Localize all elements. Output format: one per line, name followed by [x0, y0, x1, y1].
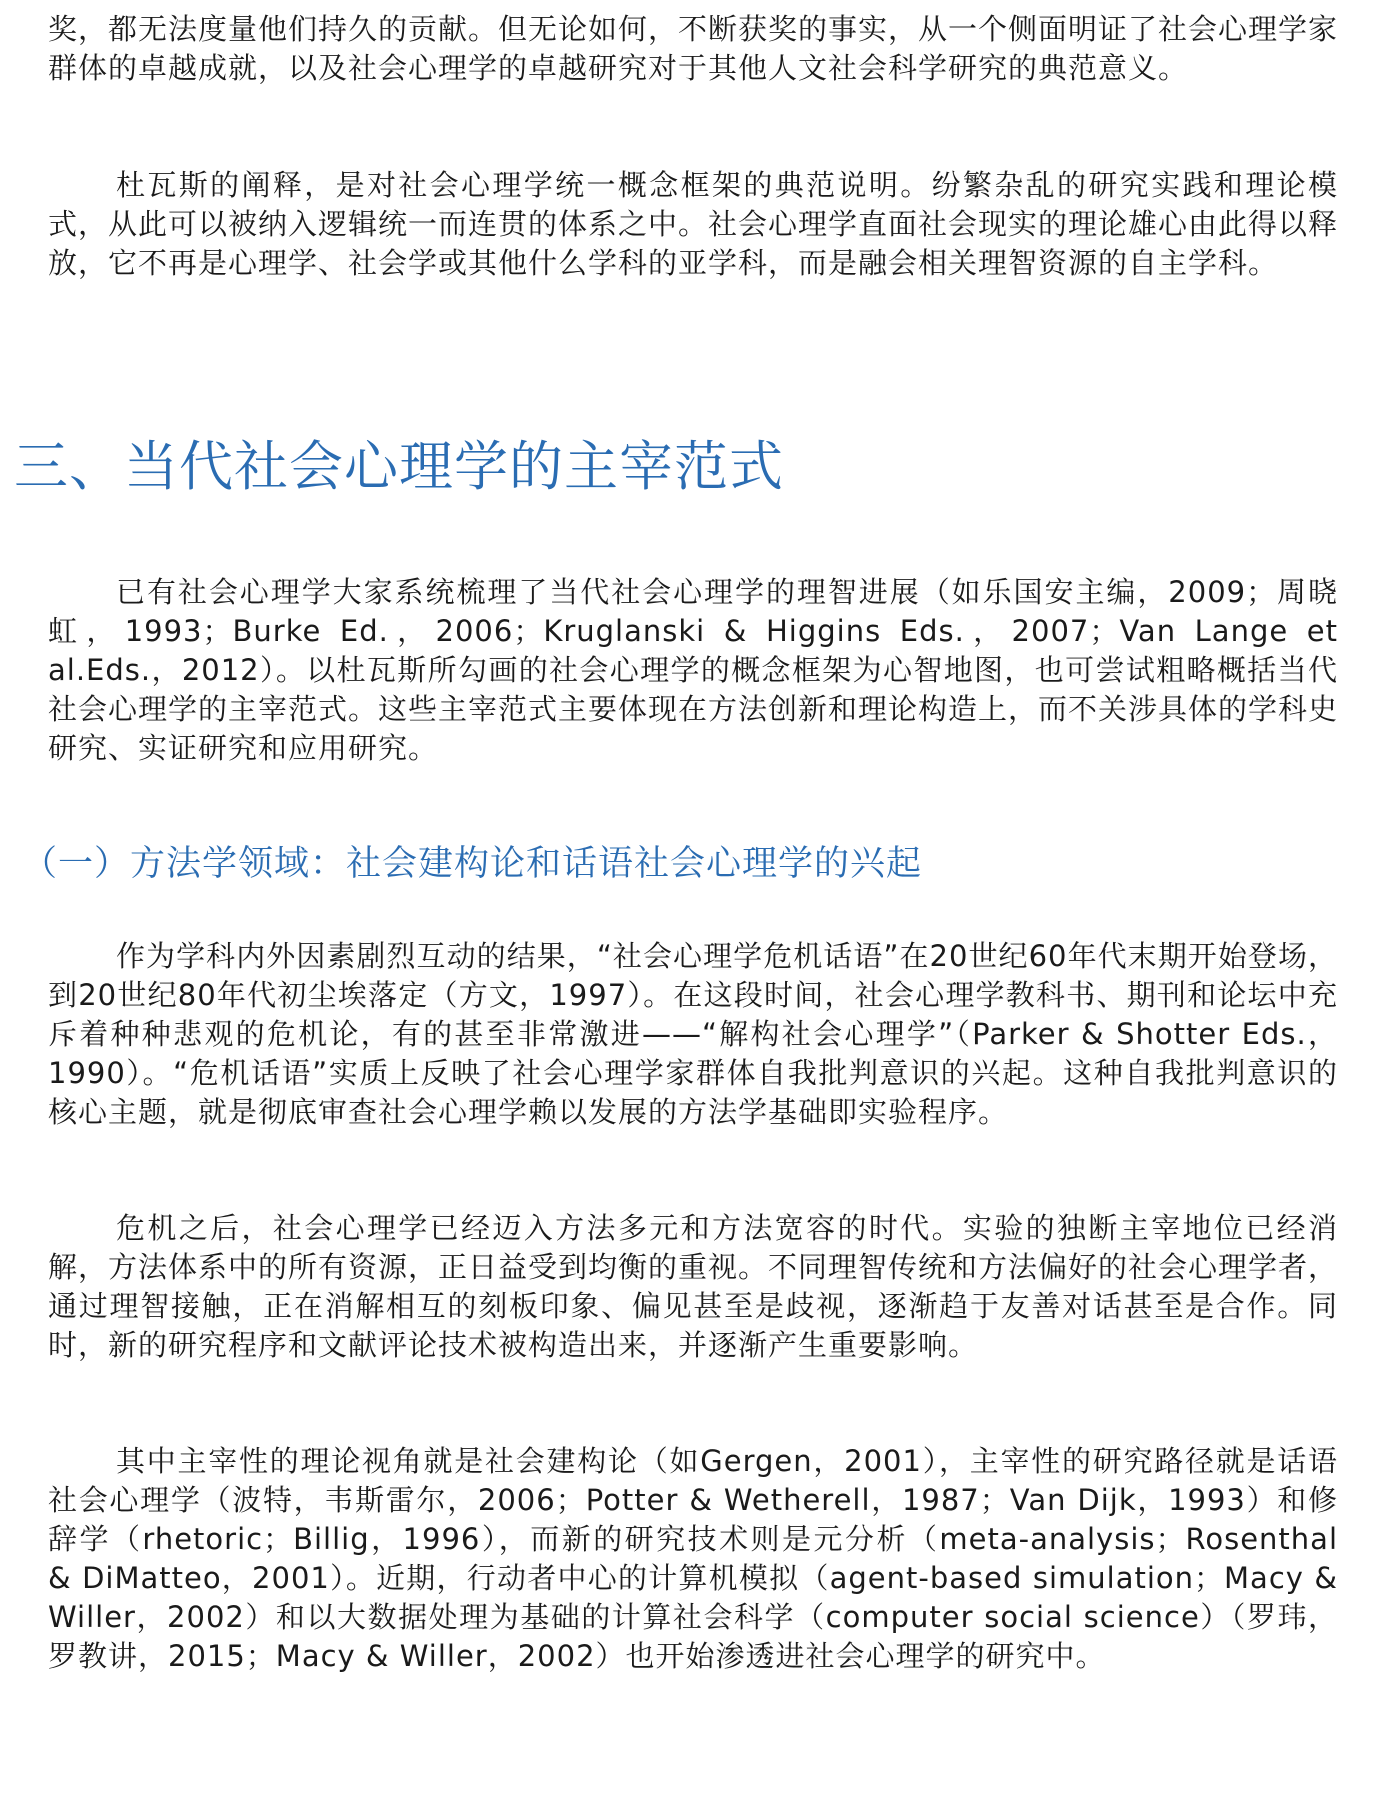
- paragraph-duwasi-explanation: 杜瓦斯的阐释，是对社会心理学统一概念框架的典范说明。纷繁杂乱的研究实践和理论模式，从此可以被纳入逻辑统一而连贯的体系之中。社会心理学直面社会现实的理论雄心由此得以释放，它不再是心理学、社会学或其他什么学科的亚学科，而是融会相关理智资源的自主学科。: [48, 168, 1339, 280]
- paragraph-contemporary-progress: 已有社会心理学大家系统梳理了当代社会心理学的理智进展（如乐国安主编，2009；周晓虹，1993；Burke Ed.，2006；Kruglanski & Higgins Eds.，2007；Van Lange et al.Eds.，2012）。以杜瓦斯所勾画的社会心理学的概念框架为心智地图，也可尝试粗略概括当代社会心理学的主宰范式。这些主宰范式主要体现在方法创新和理论构造上，而不关涉具体的学科史研究、实证研究和应用研究。: [48, 575, 1339, 765]
- paragraph-dominant-perspective: 其中主宰性的理论视角就是社会建构论（如Gergen，2001），主宰性的研究路径就是话语社会心理学（波特，韦斯雷尔，2006；Potter & Wetherell，1987；Van Dijk，1993）和修辞学（rhetoric；Billig，1996），而新的研究技术则是元分析（meta-analysis；Rosenthal & DiMatteo，2001）。近期，行动者中心的计算机模拟（agent-based simulation；Macy & Willer，2002）和以大数据处理为基础的计算社会科学（computer social science）（罗玮，罗教讲，2015；Macy & Willer，2002）也开始渗透进社会心理学的研究中。: [48, 1444, 1338, 1673]
- paragraph-after-crisis: 危机之后，社会心理学已经迈入方法多元和方法宽容的时代。实验的独断主宰地位已经消解，方法体系中的所有资源，正日益受到均衡的重视。不同理智传统和方法偏好的社会心理学者，通过理智接触，正在消解相互的刻板印象、偏见甚至是歧视，逐渐趋于友善对话甚至是合作。同时，新的研究程序和文献评论技术被构造出来，并逐渐产生重要影响。: [48, 1211, 1339, 1362]
- section-heading-3: 三、当代社会心理学的主宰范式: [14, 435, 784, 498]
- paragraph-crisis-discourse: 作为学科内外因素剧烈互动的结果，“社会心理学危机话语”在20世纪60年代末期开始登场，到20世纪80年代初尘埃落定（方文，1997）。在这段时间，社会心理学教科书、期刊和论坛中充斥着种种悲观的危机论，有的甚至非常激进——“解构社会心理学”（Parker & Shotter Eds.，1990）。“危机话语”实质上反映了社会心理学家群体自我批判意识的兴起。这种自我批判意识的核心主题，就是彻底审查社会心理学赖以发展的方法学基础即实验程序。: [48, 939, 1338, 1129]
- subsection-heading-1: （一）方法学领域：社会建构论和话语社会心理学的兴起: [22, 844, 923, 884]
- paragraph-continued: 奖，都无法度量他们持久的贡献。但无论如何，不断获奖的事实，从一个侧面明证了社会心理学家群体的卓越成就，以及社会心理学的卓越研究对于其他人文社会科学研究的典范意义。: [48, 12, 1339, 85]
